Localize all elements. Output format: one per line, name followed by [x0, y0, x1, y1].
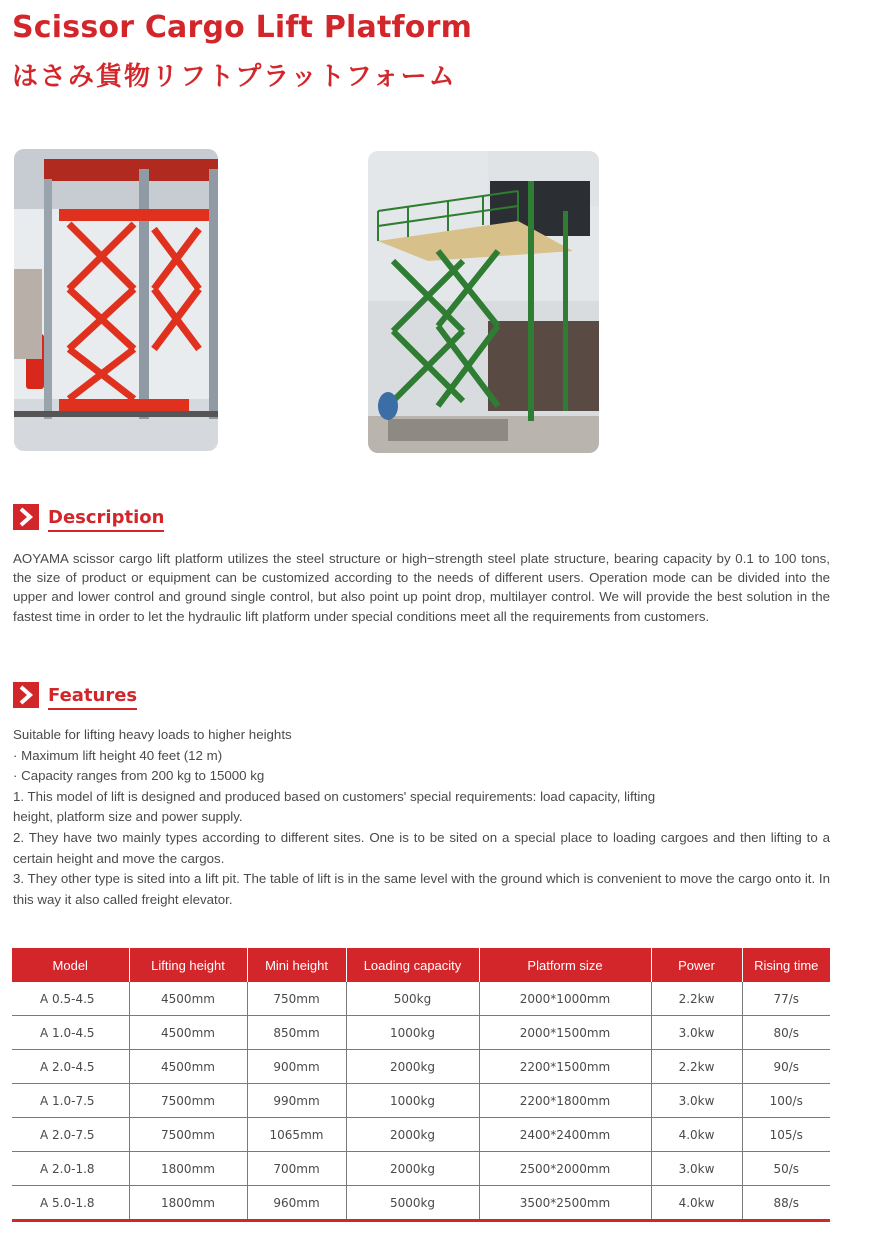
- cell-mini-height: 700mm: [247, 1152, 346, 1186]
- cell-rising-time: 100/s: [742, 1084, 830, 1118]
- cell-mini-height: 900mm: [247, 1050, 346, 1084]
- cell-mini-height: 750mm: [247, 982, 346, 1016]
- features-section-header: [13, 680, 137, 710]
- cell-power: 3.0kw: [651, 1084, 742, 1118]
- cell-platform-size: 3500*2500mm: [479, 1186, 651, 1220]
- column-header-platform-size: Platform size: [479, 948, 651, 982]
- table-row: [12, 1118, 830, 1152]
- cell-mini-height: 850mm: [247, 1016, 346, 1050]
- cell-model: A 2.0-4.5: [12, 1050, 129, 1084]
- column-header-power: Power: [651, 948, 742, 982]
- features-list: [13, 725, 830, 910]
- cell-loading-capacity: 500kg: [346, 982, 479, 1016]
- cell-model: A 0.5-4.5: [12, 982, 129, 1016]
- table-row: [12, 1016, 830, 1050]
- page-title-japanese: はさみ貨物リフトプラットフォーム: [12, 62, 457, 92]
- red-scissor-lift-photo: [14, 149, 218, 451]
- chevron-right-icon: [13, 682, 39, 708]
- cell-rising-time: 88/s: [773, 1195, 800, 1210]
- table-row: [12, 1084, 830, 1118]
- cell-model: A 2.0-7.5: [12, 1118, 129, 1152]
- cell-model: A 5.0-1.8: [12, 1186, 129, 1220]
- cell-lifting-height: 4500mm: [129, 1050, 247, 1084]
- table-row: [12, 1152, 830, 1186]
- table-row: [12, 1050, 830, 1084]
- cell-lifting-height: 7500mm: [129, 1118, 247, 1152]
- cell-lifting-height: 7500mm: [129, 1084, 247, 1118]
- description-heading: Description: [48, 507, 164, 532]
- cell-platform-size: 2000*1500mm: [479, 1016, 651, 1050]
- table-row: [12, 982, 830, 1016]
- cell-power: 3.0kw: [651, 1152, 742, 1186]
- cell-lifting-height: 4500mm: [129, 982, 247, 1016]
- table-row: [12, 1186, 830, 1220]
- green-scissor-lift-photo: [368, 151, 599, 453]
- cell-rising-time: 77/s: [742, 982, 830, 1016]
- cell-power: 3.0kw: [651, 1016, 742, 1050]
- column-header-loading-capacity: Loading capacity: [346, 948, 479, 982]
- cell-loading-capacity: 1000kg: [346, 1084, 479, 1118]
- cell-platform-size: 2200*1500mm: [479, 1050, 651, 1084]
- table-bottom-divider: [12, 1219, 830, 1222]
- cell-power: 4.0kw: [651, 1118, 742, 1152]
- spec-table: [12, 948, 830, 1219]
- features-point-3: 3. They other type is sited into a lift pit. The table of lift is in the same level with the ground which is convenient to move the cargo onto it. In this way it also called freight elevator.: [13, 871, 830, 907]
- cell-model: A 1.0-4.5: [12, 1016, 129, 1050]
- cell-power: 2.2kw: [651, 1050, 742, 1084]
- features-heading: Features: [48, 685, 137, 710]
- cell-rising-time: 90/s: [742, 1050, 830, 1084]
- cell-lifting-height: 1800mm: [129, 1186, 247, 1220]
- description-text: AOYAMA scissor cargo lift platform utilizes the steel structure or high−strength steel plate structure, bearing capacity by 0.1 to 100 tons, the size of product or equipment can be customized according to the needs of different users. Operation mode can be divided into the upper and lower control and ground single control, but also point up point drop, multilayer control. We will provide the best solution in the fastest time in order to let the hydraulic lift platform under special conditions meet all the requirements from customers.: [13, 551, 830, 624]
- page-title: Scissor Cargo Lift Platform: [12, 10, 473, 45]
- column-header-model: Model: [12, 948, 129, 982]
- chevron-right-icon: [13, 504, 39, 530]
- description-section-header: [13, 502, 164, 532]
- cell-mini-height: 990mm: [247, 1084, 346, 1118]
- cell-loading-capacity: 2000kg: [346, 1152, 479, 1186]
- cell-mini-height: 960mm: [247, 1186, 346, 1220]
- cell-rising-time: 50/s: [742, 1152, 830, 1186]
- cell-lifting-height: 1800mm: [129, 1152, 247, 1186]
- column-header-mini-height: Mini height: [247, 948, 346, 982]
- cell-loading-capacity: 1000kg: [346, 1016, 479, 1050]
- column-header-lifting-height: Lifting height: [129, 948, 247, 982]
- cell-platform-size: 2500*2000mm: [479, 1152, 651, 1186]
- cell-platform-size: 2200*1800mm: [479, 1084, 651, 1118]
- cell-mini-height: 1065mm: [247, 1118, 346, 1152]
- features-bullet: · Maximum lift height 40 feet (12 m): [13, 747, 223, 763]
- cell-loading-capacity: 5000kg: [346, 1186, 479, 1220]
- cell-power: 2.2kw: [651, 982, 742, 1016]
- cell-model: A 2.0-1.8: [12, 1152, 129, 1186]
- features-point-1: 1. This model of lift is designed and produced based on customers' special requirements: load capacity, lifting: [13, 788, 656, 804]
- features-point-1-cont: height, platform size and power supply.: [13, 809, 243, 825]
- cell-model: A 1.0-7.5: [12, 1084, 129, 1118]
- cell-loading-capacity: 2000kg: [346, 1050, 479, 1084]
- features-point-2: 2. They have two mainly types according to different sites. One is to be sited on a special place to loading cargoes and then lifting to a certain height and move the cargos.: [13, 829, 830, 866]
- features-bullet: · Capacity ranges from 200 kg to 15000 kg: [13, 768, 265, 784]
- column-header-rising-time: Rising time: [742, 948, 830, 982]
- cell-power: 4.0kw: [651, 1186, 742, 1220]
- table-header-row: [12, 948, 830, 982]
- cell-lifting-height: 4500mm: [129, 1016, 247, 1050]
- cell-rising-time: 105/s: [742, 1118, 830, 1152]
- cell-platform-size: 2400*2400mm: [479, 1118, 651, 1152]
- cell-platform-size: 2000*1000mm: [479, 982, 651, 1016]
- cell-rising-time: 80/s: [742, 1016, 830, 1050]
- features-intro: Suitable for lifting heavy loads to higher heights: [13, 727, 292, 742]
- cell-loading-capacity: 2000kg: [346, 1118, 479, 1152]
